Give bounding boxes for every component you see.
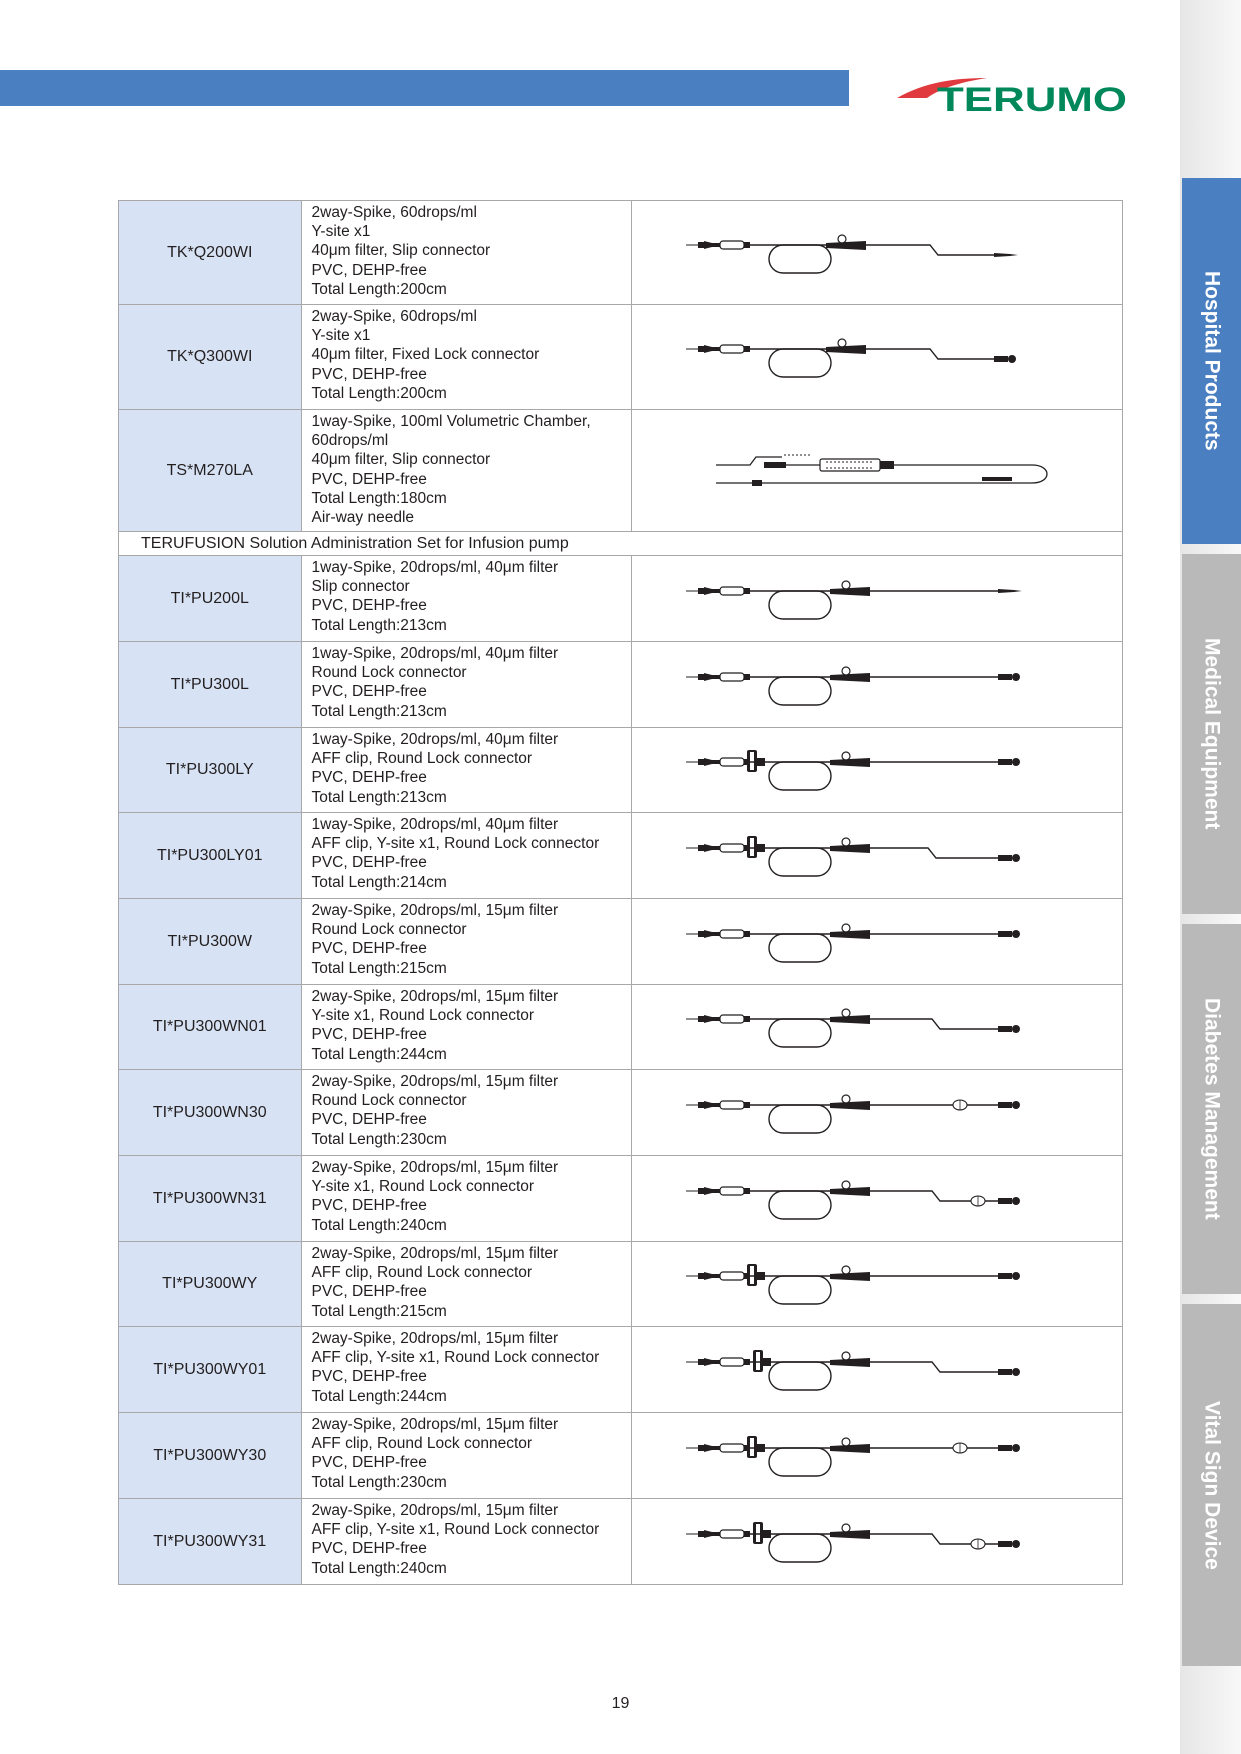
description-line: PVC, DEHP-free [311,683,427,701]
product-code: TI*PU300WY31 [119,1499,302,1585]
section-title: TERUFUSION Solution Administration Set for Infusion pump [119,532,1123,556]
description-line: Air-way needle [311,509,415,527]
product-table [118,200,1123,1585]
product-description [301,1242,631,1327]
infusion-set-icon [632,1254,1122,1314]
product-description [301,1156,631,1242]
product-code: TI*PU300WN31 [119,1156,302,1242]
description-line: 2way-Spike, 60drops/ml [311,204,477,221]
description-line: Round Lock connector [311,1092,467,1110]
infusion-set-icon [632,912,1122,972]
infusion-set-icon [632,441,1122,501]
description-line: Slip connector [311,578,410,596]
side-tab-label: Vital Sign Device [1200,1400,1224,1570]
product-illustration [631,642,1122,728]
description-line: AFF clip, Round Lock connector [311,1435,533,1453]
product-code: TK*Q200WI [119,201,302,305]
description-line: 40μm filter, Fixed Lock connector [311,346,540,364]
description-line: Total Length:244cm [311,1045,447,1063]
description-line: 1way-Spike, 100ml Volumetric Chamber, [311,413,591,430]
infusion-set-icon [632,569,1122,629]
product-description [301,1499,631,1585]
description-line: Total Length:215cm [311,1302,447,1320]
description-line: Y-site x1 [311,327,371,345]
description-line: Total Length:213cm [311,788,447,806]
description-line: Total Length:240cm [311,1216,447,1234]
product-illustration [631,556,1122,642]
product-illustration [631,1242,1122,1327]
product-code: TI*PU200L [119,556,302,642]
product-row [119,556,1123,642]
product-code: TI*PU300WY01 [119,1327,302,1413]
product-description [301,1070,631,1156]
product-illustration [631,985,1122,1070]
product-illustration [631,410,1122,532]
description-line: Total Length:215cm [311,959,447,977]
description-line: Total Length:213cm [311,702,447,720]
description-line: 40μm filter, Slip connector [311,242,491,260]
product-row [119,1070,1123,1156]
product-row [119,728,1123,813]
product-description [301,201,631,305]
description-line: AFF clip, Round Lock connector [311,750,533,768]
description-line: Round Lock connector [311,664,467,682]
description-line: AFF clip, Y-site x1, Round Lock connector [311,835,600,853]
description-line: PVC, DEHP-free [311,261,427,279]
description-line: 1way-Spike, 20drops/ml, 40μm filter [311,816,559,833]
description-line: PVC, DEHP-free [311,940,427,958]
product-illustration [631,305,1122,410]
description-line: 1way-Spike, 20drops/ml, 40μm filter [311,731,559,748]
product-description [301,410,631,532]
product-code: TK*Q300WI [119,305,302,410]
description-line: PVC, DEHP-free [311,769,427,787]
description-line: PVC, DEHP-free [311,1111,427,1129]
description-line: 2way-Spike, 20drops/ml, 15μm filter [311,1159,559,1176]
infusion-set-icon [632,1340,1122,1400]
product-row [119,1413,1123,1499]
product-code: TI*PU300LY01 [119,813,302,899]
product-illustration [631,813,1122,899]
description-line: Total Length:244cm [311,1387,447,1405]
product-row [119,813,1123,899]
description-line: Round Lock connector [311,921,467,939]
description-line: PVC, DEHP-free [311,854,427,872]
product-illustration [631,1070,1122,1156]
product-code: TI*PU300WN01 [119,985,302,1070]
description-line: Total Length:200cm [311,384,447,402]
product-code: TI*PU300LY [119,728,302,813]
description-line: Total Length:230cm [311,1130,447,1148]
infusion-set-icon [632,223,1122,283]
side-tab-diabetes-management[interactable] [1182,924,1241,1294]
side-tab-label: Hospital Products [1200,271,1224,451]
product-code: TI*PU300L [119,642,302,728]
description-line: 2way-Spike, 20drops/ml, 15μm filter [311,1245,559,1262]
infusion-set-icon [632,1426,1122,1486]
product-illustration [631,1327,1122,1413]
product-row [119,985,1123,1070]
product-description [301,813,631,899]
terumo-logo [895,76,1135,116]
product-illustration [631,899,1122,985]
product-description [301,728,631,813]
description-line: PVC, DEHP-free [311,1026,427,1044]
section-header-row [119,532,1123,556]
description-line: AFF clip, Y-site x1, Round Lock connector [311,1349,600,1367]
page-number: 19 [611,1695,630,1712]
description-line: Total Length:180cm [311,489,447,507]
product-row [119,1156,1123,1242]
description-line: 2way-Spike, 20drops/ml, 15μm filter [311,1330,559,1347]
infusion-set-icon [632,1083,1122,1143]
side-tab-label: Medical Equipment [1200,638,1224,830]
description-line: PVC, DEHP-free [311,1197,427,1215]
product-row [119,1499,1123,1585]
description-line: PVC, DEHP-free [311,1368,427,1386]
description-line: Total Length:200cm [311,280,447,298]
description-line: 2way-Spike, 20drops/ml, 15μm filter [311,988,559,1005]
infusion-set-icon [632,655,1122,715]
product-row [119,305,1123,410]
product-description [301,305,631,410]
logo-text: TERUMO [937,81,1127,116]
description-line: PVC, DEHP-free [311,365,427,383]
product-description [301,899,631,985]
description-line: AFF clip, Round Lock connector [311,1264,533,1282]
infusion-set-icon [632,826,1122,886]
product-row [119,201,1123,305]
description-line: Total Length:213cm [311,616,447,634]
description-line: AFF clip, Y-site x1, Round Lock connector [311,1521,600,1539]
side-tab-hospital-products[interactable] [1182,178,1241,544]
product-row [119,899,1123,985]
infusion-set-icon [632,327,1122,387]
infusion-set-icon [632,1512,1122,1572]
product-code: TI*PU300WY30 [119,1413,302,1499]
description-line: 1way-Spike, 20drops/ml, 40μm filter [311,645,559,662]
product-description [301,556,631,642]
description-line: Total Length:240cm [311,1559,447,1577]
description-line: PVC, DEHP-free [311,597,427,615]
product-row [119,642,1123,728]
product-description [301,985,631,1070]
description-line: 2way-Spike, 20drops/ml, 15μm filter [311,1502,559,1519]
description-line: Y-site x1 [311,223,371,241]
product-illustration [631,1413,1122,1499]
product-row [119,410,1123,532]
description-line: 60drops/ml [311,432,389,450]
product-illustration [631,1156,1122,1242]
product-description [301,1327,631,1413]
description-line: Total Length:214cm [311,873,447,891]
description-line: PVC, DEHP-free [311,1283,427,1301]
description-line: 2way-Spike, 20drops/ml, 15μm filter [311,1073,559,1090]
side-tab-label: Diabetes Management [1200,998,1224,1220]
description-line: 2way-Spike, 20drops/ml, 15μm filter [311,1416,559,1433]
description-line: Total Length:230cm [311,1473,447,1491]
product-code: TI*PU300WY [119,1242,302,1327]
side-tab-vital-sign-device[interactable] [1182,1304,1241,1666]
product-code: TI*PU300W [119,899,302,985]
description-line: 40μm filter, Slip connector [311,451,491,469]
side-tab-medical-equipment[interactable] [1182,554,1241,914]
description-line: Y-site x1, Round Lock connector [311,1178,535,1196]
description-line: PVC, DEHP-free [311,1540,427,1558]
product-row [119,1327,1123,1413]
product-illustration [631,201,1122,305]
infusion-set-icon [632,997,1122,1057]
header-bar [0,70,849,106]
description-line: Y-site x1, Round Lock connector [311,1007,535,1025]
infusion-set-icon [632,1169,1122,1229]
product-code: TS*M270LA [119,410,302,532]
product-code: TI*PU300WN30 [119,1070,302,1156]
description-line: 2way-Spike, 60drops/ml [311,308,477,325]
product-row [119,1242,1123,1327]
product-description [301,1413,631,1499]
description-line: 1way-Spike, 20drops/ml, 40μm filter [311,559,559,576]
description-line: PVC, DEHP-free [311,1454,427,1472]
product-description [301,642,631,728]
infusion-set-icon [632,740,1122,800]
product-illustration [631,1499,1122,1585]
description-line: 2way-Spike, 20drops/ml, 15μm filter [311,902,559,919]
product-illustration [631,728,1122,813]
description-line: PVC, DEHP-free [311,470,427,488]
